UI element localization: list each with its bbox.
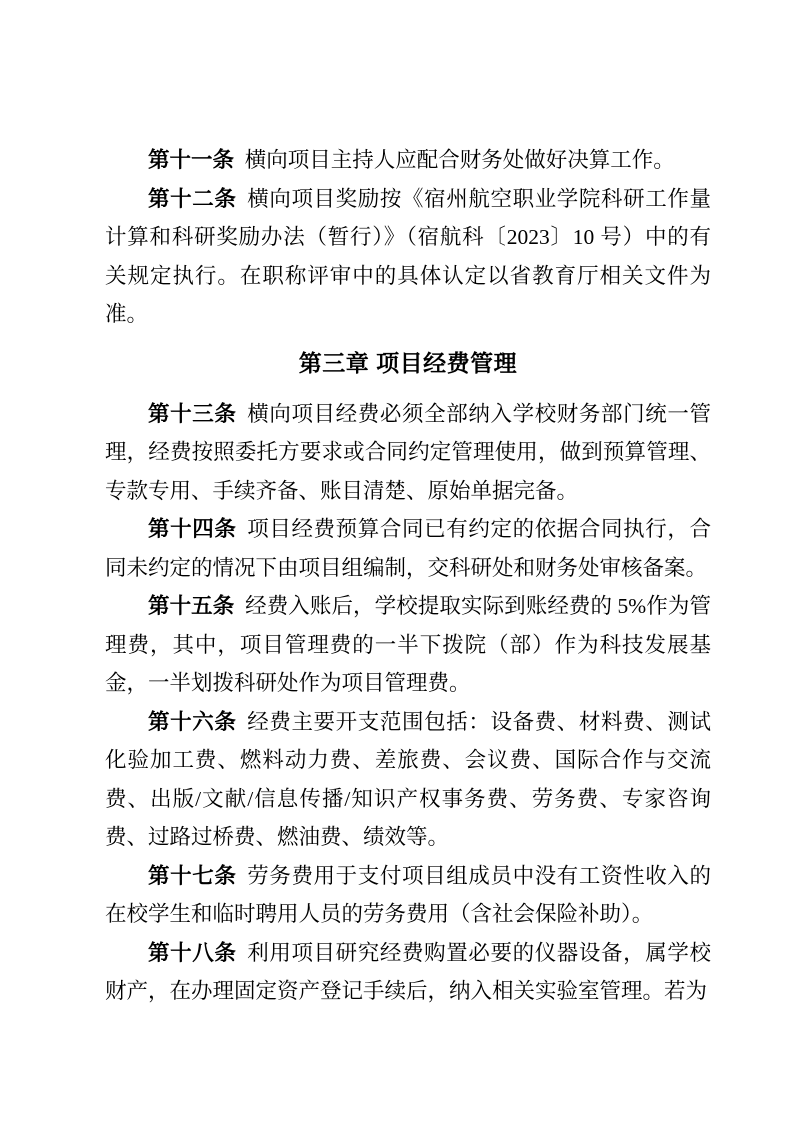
- document-content: [105, 141, 711, 1011]
- article-number: 第十四条: [148, 517, 237, 541]
- article-text: 横向项目奖励按《宿州航空职业学院科研工作量计算和科研奖励办法（暂行）》（宿航科〔2023〕10 号）中的有关规定执行。在职称评审中的具体认定以省教育厅相关文件为准。: [105, 186, 711, 326]
- article-number: 第十一条: [148, 148, 235, 172]
- article-paragraph-17: [105, 857, 711, 934]
- article-text: 经费入账后，学校提取实际到账经费的 5%作为管理费，其中，项目管理费的一半下拨院（部）作为科技发展基金，一半划拨科研处作为项目管理费。: [105, 594, 711, 695]
- article-paragraph-16: [105, 703, 711, 857]
- article-text: 项目经费预算合同已有约定的依据合同执行，合同未约定的情况下由项目组编制，交科研处和财务处审核备案。: [105, 517, 711, 580]
- article-number: 第十五条: [148, 594, 235, 618]
- article-text: 劳务费用于支付项目组成员中没有工资性收入的在校学生和临时聘用人员的劳务费用（含社会保险补助）。: [105, 863, 711, 926]
- article-paragraph-12: [105, 180, 711, 334]
- article-paragraph-18: [105, 934, 711, 1011]
- article-number: 第十二条: [148, 186, 237, 211]
- article-paragraph-11: [105, 141, 711, 180]
- article-paragraph-14: [105, 510, 711, 587]
- article-text: 横向项目主持人应配合财务处做好决算工作。: [244, 148, 675, 172]
- article-number: 第十三条: [148, 401, 237, 426]
- article-number: 第十七条: [148, 863, 237, 888]
- article-text: 横向项目经费必须全部纳入学校财务部门统一管理，经费按照委托方要求或合同约定管理使用，做到预算管理、专款专用、手续齐备、账目清楚、原始单据完备。: [105, 401, 711, 503]
- article-number: 第十六条: [148, 709, 237, 734]
- article-text: 利用项目研究经费购置必要的仪器设备，属学校财产，在办理固定资产登记手续后，纳入相关实验室管理。若为: [105, 940, 711, 1003]
- article-number: 第十八条: [148, 940, 237, 965]
- article-text: 经费主要开支范围包括：设备费、材料费、测试化验加工费、燃料动力费、差旅费、会议费、国际合作与交流费、出版/文献/信息传播/知识产权事务费、劳务费、专家咨询费、过路过桥费、燃油费、绩效等。: [105, 709, 711, 849]
- article-paragraph-15: [105, 587, 711, 703]
- chapter-heading: 第三章 项目经费管理: [298, 349, 518, 376]
- article-paragraph-13: [105, 395, 711, 511]
